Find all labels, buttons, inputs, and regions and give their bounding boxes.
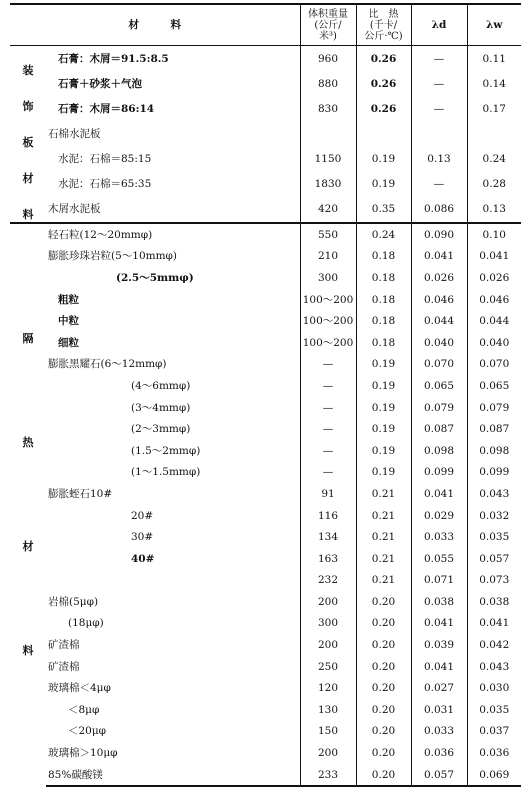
- lambda-d-cell: —: [411, 172, 467, 197]
- lambda-w-cell: 0.065: [467, 375, 521, 397]
- table-row: [10, 634, 521, 656]
- specific-heat-cell: 0.21: [356, 483, 411, 505]
- lambda-w-cell: 0.17: [467, 96, 521, 121]
- material-cell: 玻璃棉＞10μφ: [48, 747, 118, 760]
- specific-heat-cell: 0.20: [356, 613, 411, 635]
- table-row: [10, 267, 521, 289]
- table-row: [10, 246, 521, 268]
- lambda-d-cell: —: [411, 46, 467, 72]
- lambda-w-cell: 0.24: [467, 146, 521, 171]
- lambda-w-cell: 0.046: [467, 289, 521, 311]
- specific-heat-cell: 0.19: [356, 172, 411, 197]
- material-cell: 石棉水泥板: [48, 127, 101, 140]
- material-cell: 30#: [131, 531, 154, 544]
- density-cell: —: [300, 375, 356, 397]
- material-cell: 85%碳酸镁: [46, 764, 300, 787]
- material-cell: 中粒: [58, 315, 79, 328]
- density-cell: 232: [300, 570, 356, 592]
- specific-heat-cell: 0.26: [356, 46, 411, 72]
- density-cell: —: [300, 397, 356, 419]
- category-char: 材: [22, 172, 34, 185]
- lambda-w-cell: 0.11: [467, 46, 521, 72]
- lambda-w-cell: 0.069: [467, 764, 521, 787]
- lambda-d-cell: 0.057: [411, 764, 467, 787]
- lambda-d-cell: 0.041: [411, 613, 467, 635]
- lambda-d-cell: —: [411, 71, 467, 96]
- header-sh-line-1: 比 热: [368, 8, 399, 20]
- table-row: [10, 46, 521, 72]
- specific-heat-cell: 0.18: [356, 332, 411, 354]
- specific-heat-cell: 0.20: [356, 591, 411, 613]
- specific-heat-cell: 0.21: [356, 505, 411, 527]
- density-cell: 233: [300, 764, 356, 787]
- lambda-w-cell: 0.043: [467, 656, 521, 678]
- density-cell: 130: [300, 699, 356, 721]
- category-char: 料: [22, 208, 34, 221]
- table-row: [10, 591, 521, 613]
- specific-heat-cell: 0.26: [356, 71, 411, 96]
- lambda-w-cell: 0.073: [467, 570, 521, 592]
- header-sh-line-3: 公斤·℃): [364, 30, 403, 42]
- density-cell: 163: [300, 548, 356, 570]
- lambda-d-cell: 0.040: [411, 332, 467, 354]
- lambda-d-cell: 0.027: [411, 677, 467, 699]
- specific-heat-cell: 0.19: [356, 354, 411, 376]
- specific-heat-cell: 0.21: [356, 548, 411, 570]
- specific-heat-cell: 0.18: [356, 289, 411, 311]
- density-cell: 830: [300, 96, 356, 121]
- lambda-d-cell: [411, 121, 467, 146]
- table-row: [10, 418, 521, 440]
- header-lambda-d: λd: [411, 4, 467, 46]
- lambda-d-cell: —: [411, 96, 467, 121]
- lambda-d-cell: 0.044: [411, 310, 467, 332]
- table-row: [10, 656, 521, 678]
- material-cell: 木屑水泥板: [48, 203, 101, 216]
- lambda-d-cell: 0.079: [411, 397, 467, 419]
- density-cell: 120: [300, 677, 356, 699]
- table-row: [10, 613, 521, 635]
- material-cell: 膨胀黑耀石(6～12mmφ): [48, 358, 167, 371]
- material-cell: ＜20μφ: [68, 725, 107, 738]
- specific-heat-cell: 0.35: [356, 197, 411, 223]
- table-row: [10, 96, 521, 121]
- density-cell: 300: [300, 613, 356, 635]
- table-row: [10, 764, 521, 787]
- lambda-d-cell: 0.070: [411, 354, 467, 376]
- table-row: [10, 440, 521, 462]
- table-row: [10, 677, 521, 699]
- material-cell: (2～3mmφ): [131, 423, 191, 436]
- specific-heat-cell: 0.19: [356, 146, 411, 171]
- table-row: [10, 397, 521, 419]
- lambda-d-cell: 0.039: [411, 634, 467, 656]
- lambda-d-cell: 0.041: [411, 483, 467, 505]
- lambda-w-cell: 0.10: [467, 223, 521, 246]
- specific-heat-cell: 0.20: [356, 699, 411, 721]
- specific-heat-cell: 0.19: [356, 418, 411, 440]
- material-cell: 膨胀蛭石10#: [48, 487, 113, 500]
- density-cell: 1150: [300, 146, 356, 171]
- table-row: [10, 570, 521, 592]
- table-row: [10, 332, 521, 354]
- lambda-w-cell: 0.098: [467, 440, 521, 462]
- category-char: 装: [22, 64, 34, 77]
- density-cell: 100～200: [300, 310, 356, 332]
- lambda-d-cell: 0.041: [411, 246, 467, 268]
- specific-heat-cell: 0.19: [356, 440, 411, 462]
- material-cell: 水泥：石棉＝85:15: [58, 153, 152, 166]
- density-cell: —: [300, 440, 356, 462]
- specific-heat-cell: 0.20: [356, 721, 411, 743]
- thermal-properties-table: [10, 3, 521, 787]
- lambda-w-cell: 0.041: [467, 246, 521, 268]
- category-decor: [10, 46, 46, 224]
- material-cell: 水泥：石棉＝65:35: [58, 178, 152, 191]
- lambda-d-cell: 0.033: [411, 526, 467, 548]
- table-row: [10, 310, 521, 332]
- category-char: 材: [22, 540, 34, 553]
- density-cell: 100～200: [300, 332, 356, 354]
- lambda-w-cell: 0.040: [467, 332, 521, 354]
- table-row: [10, 375, 521, 397]
- material-cell: (1～1.5mmφ): [131, 466, 201, 479]
- material-cell: 石膏：木屑＝86:14: [58, 102, 155, 115]
- density-cell: —: [300, 418, 356, 440]
- category-char: 饰: [22, 100, 34, 113]
- table-row: [10, 548, 521, 570]
- header-density-line-2: (公斤/: [314, 19, 342, 31]
- material-cell: 矿渣棉: [48, 660, 80, 673]
- table-row: [10, 172, 521, 197]
- table-row: [10, 526, 521, 548]
- density-cell: —: [300, 354, 356, 376]
- category-char: 料: [22, 644, 34, 657]
- lambda-w-cell: 0.026: [467, 267, 521, 289]
- lambda-d-cell: 0.026: [411, 267, 467, 289]
- header-density-line-3: 米³): [319, 30, 337, 42]
- lambda-w-cell: 0.032: [467, 505, 521, 527]
- material-cell: 矿渣棉: [48, 639, 80, 652]
- material-cell: 轻石粒(12～20mmφ): [46, 223, 300, 246]
- header-density: [300, 4, 356, 46]
- table-row: [10, 354, 521, 376]
- table-row: [10, 71, 521, 96]
- specific-heat-cell: 0.19: [356, 375, 411, 397]
- lambda-w-cell: 0.041: [467, 613, 521, 635]
- table-row: [10, 742, 521, 764]
- specific-heat-cell: 0.18: [356, 267, 411, 289]
- table-row: [10, 699, 521, 721]
- lambda-d-cell: 0.098: [411, 440, 467, 462]
- lambda-d-cell: 0.071: [411, 570, 467, 592]
- category-insul: [10, 223, 46, 786]
- specific-heat-cell: 0.26: [356, 96, 411, 121]
- lambda-d-cell: 0.036: [411, 742, 467, 764]
- header-material: 材 料: [10, 4, 300, 46]
- material-cell: 膨胀珍珠岩粒(5～10mmφ): [48, 250, 177, 263]
- lambda-w-cell: 0.099: [467, 462, 521, 484]
- table-row: [10, 505, 521, 527]
- density-cell: 420: [300, 197, 356, 223]
- material-cell: (1.5～2mmφ): [131, 444, 201, 457]
- lambda-w-cell: 0.038: [467, 591, 521, 613]
- specific-heat-cell: 0.21: [356, 526, 411, 548]
- density-cell: 550: [300, 223, 356, 246]
- material-cell: 玻璃棉＜4μφ: [48, 682, 111, 695]
- specific-heat-cell: [356, 121, 411, 146]
- table-row: [10, 462, 521, 484]
- lambda-w-cell: 0.035: [467, 526, 521, 548]
- lambda-d-cell: 0.090: [411, 223, 467, 246]
- density-cell: 200: [300, 634, 356, 656]
- density-cell: 200: [300, 742, 356, 764]
- lambda-d-cell: 0.13: [411, 146, 467, 171]
- lambda-w-cell: 0.035: [467, 699, 521, 721]
- density-cell: 960: [300, 46, 356, 72]
- material-cell: (2.5～5mmφ): [116, 271, 194, 284]
- category-char: 板: [22, 136, 34, 149]
- lambda-w-cell: 0.13: [467, 197, 521, 223]
- header-density-line-1: 体积重量: [308, 8, 348, 20]
- lambda-d-cell: 0.029: [411, 505, 467, 527]
- lambda-d-cell: 0.046: [411, 289, 467, 311]
- table-row: [10, 721, 521, 743]
- material-cell: 粗粒: [58, 293, 79, 306]
- specific-heat-cell: 0.20: [356, 634, 411, 656]
- material-cell: 石膏：木屑＝91.5:8.5: [58, 52, 169, 65]
- density-cell: —: [300, 462, 356, 484]
- density-cell: 200: [300, 591, 356, 613]
- material-cell: 40#: [131, 552, 155, 565]
- lambda-d-cell: 0.099: [411, 462, 467, 484]
- lambda-w-cell: 0.14: [467, 71, 521, 96]
- lambda-w-cell: 0.079: [467, 397, 521, 419]
- specific-heat-cell: 0.19: [356, 462, 411, 484]
- table-row: [10, 289, 521, 311]
- specific-heat-cell: 0.20: [356, 677, 411, 699]
- specific-heat-cell: 0.20: [356, 656, 411, 678]
- material-cell: (4～6mmφ): [131, 379, 191, 392]
- material-cell: (18μφ): [68, 617, 104, 630]
- material-cell: 岩棉(5μφ): [48, 595, 99, 608]
- table-row: [10, 146, 521, 171]
- density-cell: 91: [300, 483, 356, 505]
- table-row: [10, 223, 521, 246]
- lambda-w-cell: 0.043: [467, 483, 521, 505]
- lambda-w-cell: 0.042: [467, 634, 521, 656]
- density-cell: 134: [300, 526, 356, 548]
- material-cell: 细粒: [58, 336, 79, 349]
- specific-heat-cell: 0.18: [356, 246, 411, 268]
- lambda-w-cell: [467, 121, 521, 146]
- lambda-w-cell: 0.030: [467, 677, 521, 699]
- lambda-d-cell: 0.041: [411, 656, 467, 678]
- material-cell: 石膏＋砂浆＋气泡: [58, 77, 142, 90]
- lambda-d-cell: 0.086: [411, 197, 467, 223]
- lambda-w-cell: 0.044: [467, 310, 521, 332]
- table-row: [10, 483, 521, 505]
- header-sh-line-2: (千卡/: [369, 19, 398, 31]
- density-cell: [300, 121, 356, 146]
- specific-heat-cell: 0.21: [356, 570, 411, 592]
- lambda-w-cell: 0.037: [467, 721, 521, 743]
- density-cell: 150: [300, 721, 356, 743]
- lambda-d-cell: 0.065: [411, 375, 467, 397]
- lambda-w-cell: 0.036: [467, 742, 521, 764]
- table-body: [10, 46, 521, 787]
- density-cell: 250: [300, 656, 356, 678]
- specific-heat-cell: 0.20: [356, 764, 411, 787]
- density-cell: 210: [300, 246, 356, 268]
- lambda-d-cell: 0.055: [411, 548, 467, 570]
- table-row: [10, 197, 521, 223]
- lambda-d-cell: 0.031: [411, 699, 467, 721]
- density-cell: 116: [300, 505, 356, 527]
- lambda-w-cell: 0.28: [467, 172, 521, 197]
- density-cell: 880: [300, 71, 356, 96]
- specific-heat-cell: 0.24: [356, 223, 411, 246]
- lambda-d-cell: 0.038: [411, 591, 467, 613]
- specific-heat-cell: 0.20: [356, 742, 411, 764]
- category-char: 热: [22, 436, 34, 449]
- table-row: [10, 121, 521, 146]
- lambda-d-cell: 0.087: [411, 418, 467, 440]
- lambda-w-cell: 0.087: [467, 418, 521, 440]
- material-cell: 20#: [131, 509, 154, 522]
- material-cell: (3～4mmφ): [131, 401, 191, 414]
- density-cell: 300: [300, 267, 356, 289]
- material-cell: ＜8μφ: [68, 703, 100, 716]
- specific-heat-cell: 0.18: [356, 310, 411, 332]
- lambda-w-cell: 0.057: [467, 548, 521, 570]
- header-row: [10, 4, 521, 46]
- header-specific-heat: [356, 4, 411, 46]
- lambda-w-cell: 0.070: [467, 354, 521, 376]
- category-char: 隔: [22, 332, 34, 345]
- material-cell: [46, 570, 300, 592]
- lambda-d-cell: 0.033: [411, 721, 467, 743]
- header-lambda-w: λw: [467, 4, 521, 46]
- density-cell: 100～200: [300, 289, 356, 311]
- density-cell: 1830: [300, 172, 356, 197]
- specific-heat-cell: 0.19: [356, 397, 411, 419]
